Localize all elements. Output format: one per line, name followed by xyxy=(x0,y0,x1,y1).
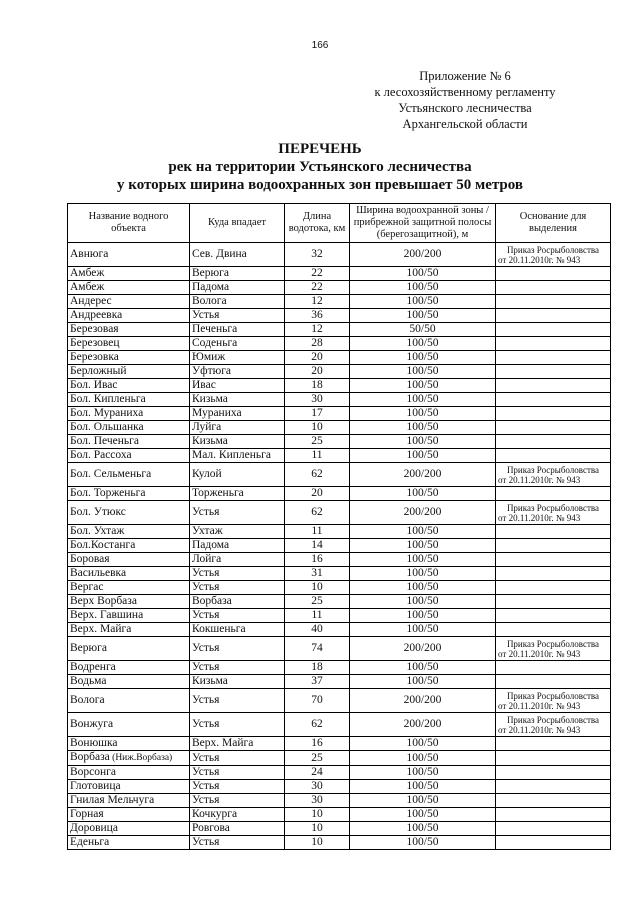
cell-length: 62 xyxy=(285,501,350,525)
cell-width: 50/50 xyxy=(350,323,496,337)
cell-name: Васильевка xyxy=(68,567,190,581)
appendix-line-1: Приложение № 6 xyxy=(419,69,511,83)
header-name: Название водного объекта xyxy=(68,204,190,243)
cell-length: 10 xyxy=(285,581,350,595)
cell-basis xyxy=(496,281,611,295)
cell-basis xyxy=(496,501,611,525)
cell-width: 200/200 xyxy=(350,501,496,525)
table-row xyxy=(68,713,611,737)
cell-mouth: Сев. Двина xyxy=(190,243,285,267)
cell-width: 100/50 xyxy=(350,808,496,822)
cell-mouth: Мал. Кипленьга xyxy=(190,449,285,463)
cell-length: 11 xyxy=(285,449,350,463)
cell-name: Верх Ворбаза xyxy=(68,595,190,609)
basis-line-1: Приказ Росрыболовства xyxy=(506,244,600,255)
title-line-3: у которых ширина водоохранных зон превышает 50 метров xyxy=(117,177,523,193)
cell-name: Еденьга xyxy=(68,836,190,850)
cell-width: 100/50 xyxy=(350,267,496,281)
cell-name: Бол. Ивас xyxy=(68,379,190,393)
cell-mouth: Устья xyxy=(190,689,285,713)
table-row xyxy=(68,675,611,689)
cell-width: 100/50 xyxy=(350,766,496,780)
cell-width: 100/50 xyxy=(350,525,496,539)
cell-mouth: Уфтюга xyxy=(190,365,285,379)
cell-basis xyxy=(496,337,611,351)
table-row xyxy=(68,295,611,309)
cell-basis xyxy=(496,780,611,794)
cell-mouth: Печеньга xyxy=(190,323,285,337)
cell-length: 12 xyxy=(285,323,350,337)
table-row xyxy=(68,309,611,323)
cell-name: Березовая xyxy=(68,323,190,337)
cell-mouth: Ровгова xyxy=(190,822,285,836)
table-row xyxy=(68,689,611,713)
cell-name: Бол. Рассоха xyxy=(68,449,190,463)
cell-length: 17 xyxy=(285,407,350,421)
cell-length: 20 xyxy=(285,351,350,365)
table-row xyxy=(68,766,611,780)
table-row xyxy=(68,539,611,553)
cell-name: Бол. Ольшанка xyxy=(68,421,190,435)
cell-width: 100/50 xyxy=(350,675,496,689)
cell-width: 100/50 xyxy=(350,780,496,794)
cell-mouth: Верх. Майга xyxy=(190,737,285,751)
cell-name: Боровая xyxy=(68,553,190,567)
cell-basis xyxy=(496,836,611,850)
cell-length: 62 xyxy=(285,713,350,737)
cell-length: 25 xyxy=(285,435,350,449)
cell-basis xyxy=(496,713,611,737)
cell-name: Водьма xyxy=(68,675,190,689)
cell-name: Доровица xyxy=(68,822,190,836)
cell-mouth: Падома xyxy=(190,539,285,553)
cell-name: Бол. Кипленьга xyxy=(68,393,190,407)
cell-length: 25 xyxy=(285,595,350,609)
table-row xyxy=(68,553,611,567)
cell-length: 31 xyxy=(285,567,350,581)
table-row xyxy=(68,323,611,337)
table-row xyxy=(68,421,611,435)
table-row xyxy=(68,243,611,267)
cell-name: Бол.Костанга xyxy=(68,539,190,553)
cell-basis xyxy=(496,539,611,553)
cell-width: 100/50 xyxy=(350,449,496,463)
cell-name: Бол. Торженьга xyxy=(68,487,190,501)
cell-length: 10 xyxy=(285,822,350,836)
cell-basis xyxy=(496,525,611,539)
cell-length: 32 xyxy=(285,243,350,267)
appendix-caption xyxy=(330,68,600,132)
cell-name: Амбеж xyxy=(68,267,190,281)
cell-mouth: Устья xyxy=(190,751,285,766)
cell-width: 100/50 xyxy=(350,836,496,850)
cell-name: Вонжуга xyxy=(68,713,190,737)
table-row xyxy=(68,337,611,351)
cell-mouth: Устья xyxy=(190,713,285,737)
cell-length: 30 xyxy=(285,393,350,407)
cell-mouth: Кизьма xyxy=(190,675,285,689)
cell-length: 18 xyxy=(285,379,350,393)
cell-length: 20 xyxy=(285,487,350,501)
cell-length: 30 xyxy=(285,794,350,808)
cell-basis xyxy=(496,675,611,689)
cell-basis xyxy=(496,595,611,609)
cell-width: 100/50 xyxy=(350,365,496,379)
cell-length: 22 xyxy=(285,281,350,295)
basis-line-2: от 20.11.2010г. № 943 xyxy=(498,724,581,735)
title-line-2: рек на территории Устьянского лесничества xyxy=(168,159,472,175)
cell-basis xyxy=(496,435,611,449)
cell-basis xyxy=(496,323,611,337)
cell-length: 14 xyxy=(285,539,350,553)
cell-name: Волога xyxy=(68,689,190,713)
appendix-line-2: к лесохозяйственному регламенту xyxy=(374,85,556,99)
table-row xyxy=(68,822,611,836)
cell-length: 30 xyxy=(285,780,350,794)
cell-basis xyxy=(496,351,611,365)
basis-line-2: от 20.11.2010г. № 943 xyxy=(498,474,581,485)
cell-width: 100/50 xyxy=(350,661,496,675)
cell-length: 36 xyxy=(285,309,350,323)
cell-length: 40 xyxy=(285,623,350,637)
cell-mouth: Ухтаж xyxy=(190,525,285,539)
table-row xyxy=(68,267,611,281)
cell-mouth: Соденьга xyxy=(190,337,285,351)
cell-name: Авнюга xyxy=(68,243,190,267)
page-number: 166 xyxy=(311,40,329,51)
cell-width: 200/200 xyxy=(350,243,496,267)
table-row xyxy=(68,794,611,808)
cell-name: Бол. Печеньга xyxy=(68,435,190,449)
cell-basis xyxy=(496,243,611,267)
table-row xyxy=(68,365,611,379)
cell-name: Верх. Гавшина xyxy=(68,609,190,623)
cell-mouth: Устья xyxy=(190,581,285,595)
cell-length: 70 xyxy=(285,689,350,713)
cell-width: 100/50 xyxy=(350,623,496,637)
cell-mouth: Кизьма xyxy=(190,393,285,407)
cell-width: 100/50 xyxy=(350,737,496,751)
cell-mouth: Устья xyxy=(190,661,285,675)
cell-width: 100/50 xyxy=(350,567,496,581)
cell-mouth: Кизьма xyxy=(190,435,285,449)
table-row xyxy=(68,567,611,581)
cell-mouth: Кочкурга xyxy=(190,808,285,822)
basis-line-2: от 20.11.2010г. № 943 xyxy=(498,648,581,659)
basis-line-2: от 20.11.2010г. № 943 xyxy=(498,700,581,711)
table-row xyxy=(68,581,611,595)
cell-length: 12 xyxy=(285,295,350,309)
cell-length: 10 xyxy=(285,836,350,850)
cell-mouth: Устья xyxy=(190,501,285,525)
cell-width: 200/200 xyxy=(350,637,496,661)
cell-width: 100/50 xyxy=(350,309,496,323)
cell-basis xyxy=(496,689,611,713)
table-row xyxy=(68,407,611,421)
cell-name: Горная xyxy=(68,808,190,822)
cell-length: 37 xyxy=(285,675,350,689)
cell-width: 100/50 xyxy=(350,351,496,365)
appendix-line-4: Архангельской области xyxy=(402,117,528,131)
cell-length: 16 xyxy=(285,737,350,751)
table-header-row xyxy=(68,204,611,243)
cell-mouth: Торженьга xyxy=(190,487,285,501)
cell-width: 100/50 xyxy=(350,595,496,609)
basis-line-1: Приказ Росрыболовства xyxy=(506,464,600,475)
cell-length: 22 xyxy=(285,267,350,281)
cell-name: Андреевка xyxy=(68,309,190,323)
cell-length: 62 xyxy=(285,463,350,487)
document-title xyxy=(0,140,640,194)
cell-mouth: Устья xyxy=(190,766,285,780)
cell-basis xyxy=(496,581,611,595)
cell-name: Бол. Сельменьга xyxy=(68,463,190,487)
cell-basis xyxy=(496,623,611,637)
cell-name: Вонюшка xyxy=(68,737,190,751)
cell-width: 200/200 xyxy=(350,713,496,737)
cell-name: Верюга xyxy=(68,637,190,661)
cell-basis xyxy=(496,661,611,675)
cell-length: 28 xyxy=(285,337,350,351)
basis-line-2: от 20.11.2010г. № 943 xyxy=(498,512,581,523)
table-body xyxy=(68,243,611,850)
cell-width: 100/50 xyxy=(350,794,496,808)
cell-width: 100/50 xyxy=(350,407,496,421)
cell-basis xyxy=(496,407,611,421)
cell-length: 74 xyxy=(285,637,350,661)
table-row xyxy=(68,487,611,501)
cell-mouth: Мураниха xyxy=(190,407,285,421)
cell-width: 100/50 xyxy=(350,393,496,407)
cell-width: 100/50 xyxy=(350,487,496,501)
header-mouth: Куда впадает xyxy=(190,204,285,243)
cell-name: Амбеж xyxy=(68,281,190,295)
title-line-1: ПЕРЕЧЕНЬ xyxy=(278,141,362,157)
table-row xyxy=(68,393,611,407)
cell-length: 24 xyxy=(285,766,350,780)
table-row xyxy=(68,595,611,609)
table-row xyxy=(68,435,611,449)
cell-basis xyxy=(496,295,611,309)
cell-basis xyxy=(496,751,611,766)
cell-mouth: Луйга xyxy=(190,421,285,435)
header-length: Длина водотока, км xyxy=(285,204,350,243)
appendix-line-3: Устьянского лесничества xyxy=(398,101,532,115)
cell-mouth: Лойга xyxy=(190,553,285,567)
cell-name: Березовец xyxy=(68,337,190,351)
cell-name: Гнилая Мельчуга xyxy=(68,794,190,808)
cell-width: 100/50 xyxy=(350,379,496,393)
table-row xyxy=(68,737,611,751)
cell-name: Верх. Майга xyxy=(68,623,190,637)
cell-length: 11 xyxy=(285,609,350,623)
cell-length: 11 xyxy=(285,525,350,539)
cell-mouth: Устья xyxy=(190,609,285,623)
cell-basis xyxy=(496,609,611,623)
cell-length: 10 xyxy=(285,421,350,435)
cell-mouth: Устья xyxy=(190,637,285,661)
table-row xyxy=(68,351,611,365)
cell-basis xyxy=(496,267,611,281)
table-row xyxy=(68,449,611,463)
cell-mouth: Падома xyxy=(190,281,285,295)
cell-width: 100/50 xyxy=(350,581,496,595)
table-row xyxy=(68,661,611,675)
cell-basis xyxy=(496,379,611,393)
cell-mouth: Кулой xyxy=(190,463,285,487)
table-row xyxy=(68,751,611,766)
basis-line-1: Приказ Росрыболовства xyxy=(506,502,600,513)
cell-basis xyxy=(496,567,611,581)
cell-basis xyxy=(496,822,611,836)
cell-basis xyxy=(496,365,611,379)
table-row xyxy=(68,836,611,850)
cell-name-note: (Ниж.Ворбаза) xyxy=(109,753,173,763)
cell-width: 100/50 xyxy=(350,553,496,567)
cell-basis xyxy=(496,393,611,407)
rivers-table xyxy=(67,203,611,850)
cell-name: Бол. Ухтаж xyxy=(68,525,190,539)
cell-mouth: Верюга xyxy=(190,267,285,281)
cell-name: Глотовица xyxy=(68,780,190,794)
cell-mouth: Устья xyxy=(190,794,285,808)
cell-mouth: Устья xyxy=(190,309,285,323)
cell-name: Водренга xyxy=(68,661,190,675)
cell-name: Бол. Утюкс xyxy=(68,501,190,525)
cell-basis xyxy=(496,794,611,808)
cell-width: 100/50 xyxy=(350,281,496,295)
cell-width: 100/50 xyxy=(350,435,496,449)
cell-basis xyxy=(496,309,611,323)
cell-name: Берложный xyxy=(68,365,190,379)
basis-line-1: Приказ Росрыболовства xyxy=(506,690,600,701)
cell-width: 200/200 xyxy=(350,689,496,713)
cell-length: 25 xyxy=(285,751,350,766)
cell-mouth: Ворбаза xyxy=(190,595,285,609)
basis-line-1: Приказ Росрыболовства xyxy=(506,714,600,725)
cell-length: 20 xyxy=(285,365,350,379)
table-row xyxy=(68,609,611,623)
cell-mouth: Устья xyxy=(190,780,285,794)
cell-width: 100/50 xyxy=(350,609,496,623)
cell-basis xyxy=(496,421,611,435)
cell-basis xyxy=(496,553,611,567)
table-row xyxy=(68,637,611,661)
cell-name: Березовка xyxy=(68,351,190,365)
cell-mouth: Юмиж xyxy=(190,351,285,365)
cell-width: 100/50 xyxy=(350,295,496,309)
cell-width: 100/50 xyxy=(350,539,496,553)
cell-name: Ворсонга xyxy=(68,766,190,780)
table-row xyxy=(68,808,611,822)
cell-name: Вергас xyxy=(68,581,190,595)
cell-basis xyxy=(496,808,611,822)
cell-mouth: Волога xyxy=(190,295,285,309)
cell-mouth: Устья xyxy=(190,836,285,850)
cell-name: Ворбаза (Ниж.Ворбаза) xyxy=(68,751,190,766)
cell-basis xyxy=(496,737,611,751)
cell-width: 100/50 xyxy=(350,421,496,435)
header-basis: Основание для выделения xyxy=(496,204,611,243)
table-row xyxy=(68,281,611,295)
cell-width: 200/200 xyxy=(350,463,496,487)
cell-width: 100/50 xyxy=(350,337,496,351)
table-row xyxy=(68,463,611,487)
cell-length: 10 xyxy=(285,808,350,822)
table-row xyxy=(68,525,611,539)
cell-length: 16 xyxy=(285,553,350,567)
cell-basis xyxy=(496,637,611,661)
cell-basis xyxy=(496,463,611,487)
basis-line-1: Приказ Росрыболовства xyxy=(506,638,600,649)
basis-line-2: от 20.11.2010г. № 943 xyxy=(498,254,581,265)
cell-width: 100/50 xyxy=(350,822,496,836)
cell-basis xyxy=(496,487,611,501)
cell-mouth: Устья xyxy=(190,567,285,581)
cell-basis xyxy=(496,449,611,463)
cell-name: Бол. Мураниха xyxy=(68,407,190,421)
cell-basis xyxy=(496,766,611,780)
table-row xyxy=(68,501,611,525)
cell-name: Андерес xyxy=(68,295,190,309)
cell-length: 18 xyxy=(285,661,350,675)
table-row xyxy=(68,623,611,637)
table-row xyxy=(68,379,611,393)
table-row xyxy=(68,780,611,794)
cell-mouth: Кокшеньга xyxy=(190,623,285,637)
cell-width: 100/50 xyxy=(350,751,496,766)
header-width: Ширина водоохранной зоны / прибрежной защитной полосы (берегозащитной), м xyxy=(350,204,496,243)
cell-mouth: Ивас xyxy=(190,379,285,393)
